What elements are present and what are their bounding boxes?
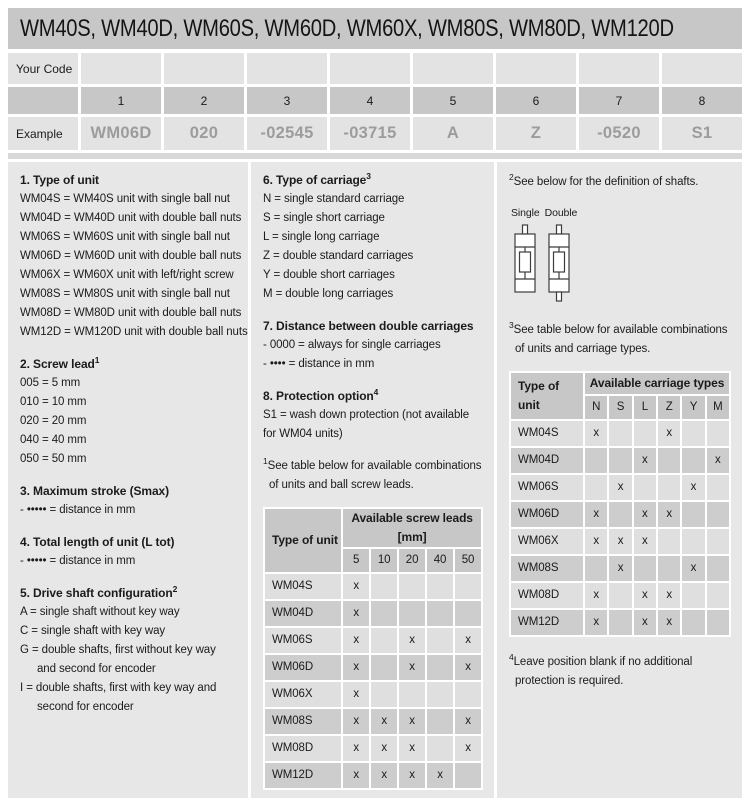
your-code-cell bbox=[164, 53, 244, 84]
mark-cell: x bbox=[585, 583, 607, 608]
mark-cell bbox=[399, 682, 425, 707]
section-heading: 3. Maximum stroke (Smax) bbox=[20, 484, 169, 498]
unit-cell: WM06X bbox=[511, 529, 583, 554]
unit-cell: WM12D bbox=[265, 763, 341, 788]
unit-cell: WM04D bbox=[265, 601, 341, 626]
mark-cell bbox=[399, 601, 425, 626]
your-code-cell bbox=[413, 53, 493, 84]
table-corner-header: Type of unit bbox=[265, 509, 341, 572]
mark-cell bbox=[634, 475, 656, 500]
definition-line: WM08S = WM80S unit with single ball nut bbox=[20, 288, 230, 300]
example-value: S1 bbox=[662, 117, 742, 150]
definition-line: WM12D = WM120D unit with double ball nuts bbox=[20, 326, 248, 338]
definition-line: S = single short carriage bbox=[263, 212, 385, 224]
content-columns bbox=[8, 162, 742, 781]
section-heading: 2. Screw lead$^1$ bbox=[20, 355, 100, 371]
section-protection-option bbox=[263, 387, 483, 444]
mark-cell: x bbox=[455, 709, 481, 734]
definition-line: S1 = wash down protection (not available for WM04 units) bbox=[263, 409, 470, 440]
definition-line: M = double long carriages bbox=[263, 288, 394, 300]
definition-line: WM04S = WM40S unit with single ball nut bbox=[20, 193, 230, 205]
footnote-1: $^1$See table below for available combinations of units and ball screw leads. bbox=[263, 456, 482, 491]
mark-cell bbox=[658, 556, 680, 581]
mark-cell bbox=[609, 583, 631, 608]
shaft-figures-drawing bbox=[511, 224, 581, 304]
unit-cell: WM06D bbox=[265, 655, 341, 680]
column-header: S bbox=[609, 396, 631, 419]
mark-cell bbox=[658, 529, 680, 554]
definition-line: I = double shafts, first with key way and second for encoder bbox=[20, 682, 217, 713]
column-1 bbox=[8, 162, 248, 798]
definition-line: WM06X = WM60X unit with left/right screw bbox=[20, 269, 234, 281]
mark-cell: x bbox=[343, 682, 369, 707]
footnote-4: $^4$Leave position blank if no additional protection is required. bbox=[509, 652, 693, 687]
section-heading: 7. Distance between double carriages bbox=[263, 319, 474, 333]
example-value: -03715 bbox=[330, 117, 410, 150]
order-code-table bbox=[8, 53, 742, 150]
footnote-marker: 1 bbox=[263, 456, 268, 467]
definition-line: 005 = 5 mm bbox=[20, 377, 81, 389]
mark-cell: x bbox=[634, 610, 656, 635]
column-header: L bbox=[634, 396, 656, 419]
definition-line: N = single standard carriage bbox=[263, 193, 405, 205]
mark-cell bbox=[371, 655, 397, 680]
unit-cell: WM06S bbox=[511, 475, 583, 500]
footnote-ref: 2 bbox=[172, 584, 178, 594]
mark-cell: x bbox=[585, 610, 607, 635]
example-value: 020 bbox=[164, 117, 244, 150]
your-code-cell bbox=[579, 53, 659, 84]
column-header: Z bbox=[658, 396, 680, 419]
definition-line: 040 = 40 mm bbox=[20, 434, 87, 446]
definition-line: L = single long carriage bbox=[263, 231, 380, 243]
table-row bbox=[511, 583, 729, 608]
definition-line: - •••• = distance in mm bbox=[263, 358, 375, 370]
mark-cell: x bbox=[609, 556, 631, 581]
table-row bbox=[265, 574, 481, 599]
double-shaft-figure bbox=[549, 225, 569, 301]
mark-cell: x bbox=[399, 655, 425, 680]
table-group-header: Available carriage types bbox=[585, 373, 729, 394]
section-screw-lead bbox=[20, 355, 237, 469]
page-title: WM40S, WM40D, WM60S, WM60D, WM60X, WM80S, WM80D, WM120D bbox=[20, 14, 674, 42]
section-carriage-distance bbox=[263, 317, 483, 374]
unit-cell: WM12D bbox=[511, 610, 583, 635]
section-type-of-unit bbox=[20, 171, 248, 342]
definition-line: Y = double short carriages bbox=[263, 269, 395, 281]
definition-line: WM08D = WM80D unit with double ball nuts bbox=[20, 307, 242, 319]
mark-cell bbox=[682, 502, 704, 527]
example-value: Z bbox=[496, 117, 576, 150]
definition-line: - 0000 = always for single carriages bbox=[263, 339, 441, 351]
position-header-spacer bbox=[8, 87, 78, 114]
section-heading: 8. Protection option$^4$ bbox=[263, 387, 379, 403]
mark-cell: x bbox=[634, 502, 656, 527]
mark-cell: x bbox=[585, 421, 607, 446]
mark-cell bbox=[609, 610, 631, 635]
mark-cell: x bbox=[455, 628, 481, 653]
mark-cell bbox=[682, 448, 704, 473]
single-shaft-figure bbox=[515, 225, 535, 292]
definition-line: C = single shaft with key way bbox=[20, 625, 166, 637]
unit-cell: WM06S bbox=[265, 628, 341, 653]
mark-cell: x bbox=[371, 763, 397, 788]
table-row bbox=[265, 655, 481, 680]
mark-cell bbox=[682, 421, 704, 446]
table-row bbox=[511, 421, 729, 446]
table-row bbox=[511, 610, 729, 635]
column-header: 50 bbox=[455, 549, 481, 572]
definition-line: Z = double standard carriages bbox=[263, 250, 414, 262]
mark-cell bbox=[455, 682, 481, 707]
position-number: 8 bbox=[662, 87, 742, 114]
unit-cell: WM04S bbox=[511, 421, 583, 446]
mark-cell: x bbox=[371, 709, 397, 734]
column-header: Y bbox=[682, 396, 704, 419]
carriage-types-table bbox=[509, 371, 731, 637]
mark-cell bbox=[585, 556, 607, 581]
position-number: 2 bbox=[164, 87, 244, 114]
mark-cell: x bbox=[343, 709, 369, 734]
your-code-label: Your Code bbox=[8, 53, 78, 84]
your-code-cell bbox=[330, 53, 410, 84]
mark-cell: x bbox=[707, 448, 729, 473]
definition-line: WM04D = WM40D unit with double ball nuts bbox=[20, 212, 242, 224]
section-heading: 5. Drive shaft configuration$^2$ bbox=[20, 584, 178, 600]
mark-cell: x bbox=[682, 475, 704, 500]
mark-cell bbox=[609, 448, 631, 473]
example-value: -02545 bbox=[247, 117, 327, 150]
table-group-header: Available screw leads [mm] bbox=[343, 509, 481, 547]
mark-cell bbox=[707, 502, 729, 527]
table-row bbox=[511, 556, 729, 581]
single-shaft-label: Single bbox=[511, 207, 540, 219]
column-header: 40 bbox=[427, 549, 453, 572]
mark-cell: x bbox=[658, 583, 680, 608]
mark-cell: x bbox=[658, 421, 680, 446]
section-heading: 1. Type of unit bbox=[20, 173, 99, 187]
column-header: M bbox=[707, 396, 729, 419]
mark-cell bbox=[427, 709, 453, 734]
column-header: N bbox=[585, 396, 607, 419]
mark-cell: x bbox=[682, 556, 704, 581]
mark-cell bbox=[427, 601, 453, 626]
mark-cell: x bbox=[343, 574, 369, 599]
unit-cell: WM06X bbox=[265, 682, 341, 707]
mark-cell bbox=[634, 421, 656, 446]
example-value: -0520 bbox=[579, 117, 659, 150]
mark-cell bbox=[455, 763, 481, 788]
your-code-cell bbox=[496, 53, 576, 84]
mark-cell bbox=[682, 610, 704, 635]
definition-line: WM06S = WM60S unit with single ball nut bbox=[20, 231, 230, 243]
table-row bbox=[265, 601, 481, 626]
mark-cell: x bbox=[658, 502, 680, 527]
screw-leads-table bbox=[263, 507, 483, 790]
double-shaft-label: Double bbox=[544, 207, 578, 219]
mark-cell bbox=[427, 628, 453, 653]
mark-cell: x bbox=[634, 583, 656, 608]
mark-cell bbox=[707, 556, 729, 581]
mark-cell: x bbox=[343, 763, 369, 788]
mark-cell bbox=[609, 421, 631, 446]
mark-cell bbox=[427, 655, 453, 680]
definition-line: 050 = 50 mm bbox=[20, 453, 87, 465]
mark-cell bbox=[658, 475, 680, 500]
section-heading: 6. Type of carriage$^3$ bbox=[263, 171, 371, 187]
column-header: 10 bbox=[371, 549, 397, 572]
table-row bbox=[265, 682, 481, 707]
shaft-definition-diagram bbox=[511, 204, 731, 311]
mark-cell bbox=[427, 682, 453, 707]
mark-cell bbox=[371, 601, 397, 626]
mark-cell: x bbox=[399, 709, 425, 734]
mark-cell: x bbox=[343, 628, 369, 653]
mark-cell bbox=[455, 574, 481, 599]
unit-cell: WM08D bbox=[265, 736, 341, 761]
your-code-cell bbox=[247, 53, 327, 84]
column-header: 20 bbox=[399, 549, 425, 572]
table-row bbox=[511, 529, 729, 554]
unit-cell: WM08D bbox=[511, 583, 583, 608]
position-number: 1 bbox=[81, 87, 161, 114]
footnote-marker: 3 bbox=[509, 320, 514, 331]
position-number: 5 bbox=[413, 87, 493, 114]
footnote-marker: 4 bbox=[509, 652, 514, 663]
mark-cell: x bbox=[343, 736, 369, 761]
column-header: 5 bbox=[343, 549, 369, 572]
page-title-bar bbox=[8, 8, 742, 49]
mark-cell bbox=[399, 574, 425, 599]
definition-line: G = double shafts, first without key way and second for encoder bbox=[20, 644, 216, 675]
section-drive-shaft bbox=[20, 584, 237, 717]
position-number: 4 bbox=[330, 87, 410, 114]
mark-cell: x bbox=[585, 529, 607, 554]
mark-cell bbox=[707, 610, 729, 635]
unit-cell: WM04D bbox=[511, 448, 583, 473]
definition-line: 010 = 10 mm bbox=[20, 396, 87, 408]
mark-cell bbox=[609, 502, 631, 527]
your-code-cell bbox=[662, 53, 742, 84]
mark-cell: x bbox=[634, 529, 656, 554]
example-label: Example bbox=[8, 117, 78, 150]
table-row bbox=[265, 736, 481, 761]
divider-bar bbox=[8, 153, 742, 159]
footnote-3: $^3$See table below for available combinations of units and carriage types. bbox=[509, 320, 728, 355]
footnote-2: $^2$See below for the definition of shafts. bbox=[509, 172, 699, 188]
mark-cell: x bbox=[455, 736, 481, 761]
definition-line: - ••••• = distance in mm bbox=[20, 555, 136, 567]
mark-cell: x bbox=[343, 655, 369, 680]
mark-cell bbox=[455, 601, 481, 626]
mark-cell: x bbox=[399, 736, 425, 761]
column-3 bbox=[497, 162, 742, 798]
mark-cell bbox=[682, 529, 704, 554]
position-number: 7 bbox=[579, 87, 659, 114]
section-maximum-stroke bbox=[20, 482, 237, 520]
mark-cell: x bbox=[371, 736, 397, 761]
footnote-ref: 4 bbox=[373, 387, 379, 397]
mark-cell: x bbox=[399, 763, 425, 788]
shaft-diagram-labels bbox=[511, 204, 731, 223]
section-heading: 4. Total length of unit (L tot) bbox=[20, 535, 175, 549]
mark-cell: x bbox=[609, 529, 631, 554]
mark-cell bbox=[427, 574, 453, 599]
table-row bbox=[511, 448, 729, 473]
footnote-ref: 3 bbox=[366, 171, 371, 181]
mark-cell bbox=[707, 421, 729, 446]
example-value: A bbox=[413, 117, 493, 150]
table-row bbox=[511, 502, 729, 527]
mark-cell bbox=[707, 583, 729, 608]
mark-cell: x bbox=[427, 763, 453, 788]
table-row bbox=[265, 763, 481, 788]
footnote-ref: 1 bbox=[94, 355, 100, 365]
mark-cell bbox=[682, 583, 704, 608]
mark-cell bbox=[707, 529, 729, 554]
mark-cell bbox=[371, 682, 397, 707]
definition-line: 020 = 20 mm bbox=[20, 415, 87, 427]
definition-line: - ••••• = distance in mm bbox=[20, 504, 136, 516]
table-row bbox=[265, 628, 481, 653]
mark-cell bbox=[371, 574, 397, 599]
mark-cell: x bbox=[455, 655, 481, 680]
definition-line: A = single shaft without key way bbox=[20, 606, 180, 618]
example-value: WM06D bbox=[81, 117, 161, 150]
your-code-cell bbox=[81, 53, 161, 84]
unit-cell: WM06D bbox=[511, 502, 583, 527]
position-number: 3 bbox=[247, 87, 327, 114]
mark-cell: x bbox=[343, 601, 369, 626]
mark-cell: x bbox=[658, 610, 680, 635]
mark-cell bbox=[585, 448, 607, 473]
section-total-length bbox=[20, 533, 237, 571]
section-type-of-carriage bbox=[263, 171, 483, 304]
mark-cell: x bbox=[634, 448, 656, 473]
unit-cell: WM04S bbox=[265, 574, 341, 599]
table-row bbox=[511, 475, 729, 500]
mark-cell: x bbox=[399, 628, 425, 653]
mark-cell: x bbox=[609, 475, 631, 500]
mark-cell: x bbox=[585, 502, 607, 527]
definition-line: WM06D = WM60D unit with double ball nuts bbox=[20, 250, 242, 262]
mark-cell bbox=[658, 448, 680, 473]
column-2 bbox=[251, 162, 494, 798]
mark-cell bbox=[371, 628, 397, 653]
mark-cell bbox=[634, 556, 656, 581]
unit-cell: WM08S bbox=[511, 556, 583, 581]
mark-cell bbox=[427, 736, 453, 761]
position-number: 6 bbox=[496, 87, 576, 114]
table-row bbox=[265, 709, 481, 734]
table-corner-header: Type of unit bbox=[511, 373, 583, 419]
mark-cell bbox=[707, 475, 729, 500]
unit-cell: WM08S bbox=[265, 709, 341, 734]
mark-cell bbox=[585, 475, 607, 500]
footnote-marker: 2 bbox=[509, 172, 514, 183]
